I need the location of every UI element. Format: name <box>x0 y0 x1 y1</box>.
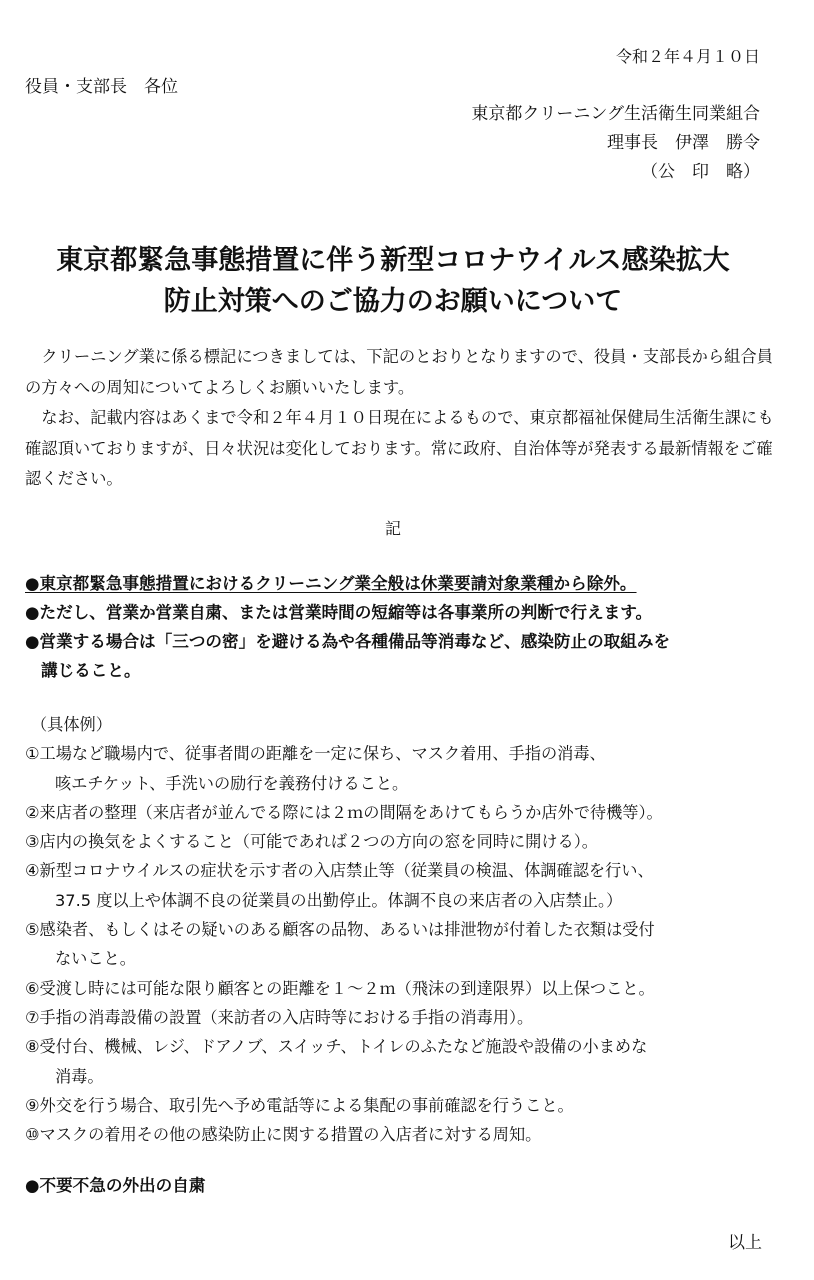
bullet-item-1: ●東京都緊急事態措置におけるクリーニング業全般は休業要請対象業種から除外。 <box>25 574 637 593</box>
title-line-1: 東京都緊急事態措置に伴う新型コロナウイルス感染拡大 <box>56 245 730 276</box>
example-item-4-continued: 37.5 度以上や体調不良の従業員の出勤停止。体調不良の来店者の入店禁止。） <box>55 890 623 910</box>
intro-paragraph-1: クリーニング業に係る標記につきましては、下記のとおりとなりますので、役員・支部長から組合員の方々への周知についてよろしくお願いいたします。 <box>25 347 773 397</box>
document-title <box>0 240 786 322</box>
bullet-item-2: ●ただし、営業か営業自粛、または営業時間の短縮等は各事業所の判断で行えます。 <box>25 603 653 622</box>
intro-section <box>25 342 785 495</box>
example-item-5: ⑤感染者、もしくはその疑いのある顧客の品物、あるいは排泄物が付着した衣類は受付 <box>25 920 655 940</box>
sender-name: 理事長 伊澤 勝令 <box>607 133 760 153</box>
example-item-10: ⑩マスクの着用その他の感染防止に関する措置の入店者に対する周知。 <box>25 1125 542 1145</box>
example-item-2: ②来店者の整理（来店者が並んでる際には２ｍの間隔をあけてもらうか店外で待機等）。 <box>25 802 663 822</box>
example-item-3: ③店内の換気をよくすること（可能であれば２つの方向の窓を同時に開ける）。 <box>25 832 598 852</box>
bullet-item-3: ●営業する場合は「三つの密」を避ける為や各種備品等消毒など、感染防止の取組みを <box>25 632 671 651</box>
examples-list <box>25 710 795 1149</box>
bullet-item-3-continued: 講じること。 <box>41 661 141 680</box>
example-item-7: ⑦手指の消毒設備の設置（来訪者の入店時等における手指の消毒用）。 <box>25 1007 534 1027</box>
title-line-2: 防止対策へのご協力のお願いについて <box>163 286 623 317</box>
seal-note: （公 印 略） <box>641 162 760 182</box>
example-item-8-continued: 消毒。 <box>55 1066 104 1086</box>
bullet-list <box>25 569 795 685</box>
example-item-4: ④新型コロナウイルスの症状を示す者の入店禁止等（従業員の検温、体調確認を行い、 <box>25 861 654 881</box>
example-item-5-continued: ないこと。 <box>55 949 136 969</box>
example-item-8: ⑧受付台、機械、レジ、ドアノブ、スイッチ、トイレのふたなど施設や設備の小まめな <box>25 1037 648 1057</box>
addressee: 役員・支部長 各位 <box>25 77 178 97</box>
example-item-1: ①工場など職場内で、従事者間の距離を一定に保ち、マスク着用、手指の消毒、 <box>25 744 606 764</box>
intro-paragraph-2: なお、記載内容はあくまで令和２年４月１０日現在によるもので、東京都福祉保健局生活衛生課にも確認頂いておりますが、日々状況は変化しております。常に政府、自治体等が発表する最新情報をご確認ください。 <box>25 408 774 488</box>
last-bullet: ●不要不急の外出の自粛 <box>25 1176 206 1195</box>
document-date: 令和２年４月１０日 <box>615 47 760 66</box>
example-item-1-continued: 咳エチケット、手洗いの励行を義務付けること。 <box>55 773 409 793</box>
closing-mark: 以上 <box>728 1233 762 1253</box>
ki-heading: 記 <box>384 519 401 538</box>
sender-block <box>471 100 760 187</box>
examples-heading: （具体例） <box>31 715 112 734</box>
example-item-6: ⑥受渡し時には可能な限り顧客との距離を１～２ｍ（飛沫の到達限界）以上保つこと。 <box>25 978 655 998</box>
sender-organization: 東京都クリーニング生活衛生同業組合 <box>471 104 760 124</box>
example-item-9: ⑨外交を行う場合、取引先へ予め電話等による集配の事前確認を行うこと。 <box>25 1095 574 1115</box>
